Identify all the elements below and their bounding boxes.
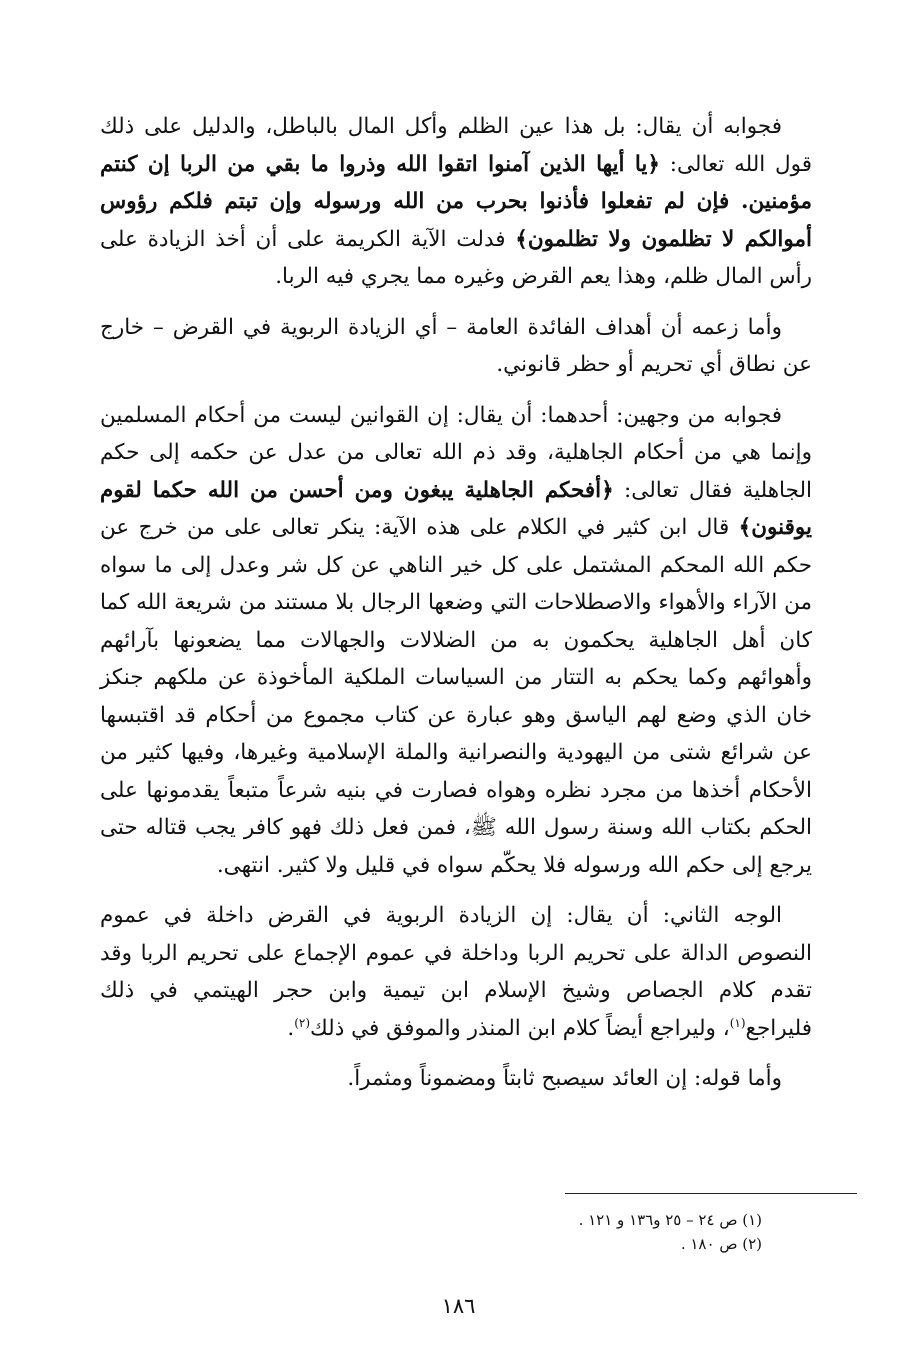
- paragraph-3-text-b: قال ابن كثير في الكلام على هذه الآية: ينكر تعالى على من خرج عن حكم الله المحكم المشتمل على كل خير الناهي عن كل شر وعدل إلى ما سواه من الآراء والأهواء والاصطلاحات التي وضعها الرجال بلا مستند من شريعة الله كما كان أهل الجاهلية يحكمون به من الضلالات والجهالات مما يضعونها بآرائهم وأهوائهم وكما يحكم به التتار من السياسات الملكية المأخوذة عن ملكهم جنكز خان الذي وضع لهم الياسق وهو عبارة عن كتاب مجموع من أحكام قد اقتبسها عن شرائع شتى من اليهودية والنصرانية والملة الإسلامية وغيرها، وفيها كثير من الأحكام أخذها من مجرد نظره وهواه فصارت في بنيه شرعاً متبعاً يقدمونها على الحكم بكتاب الله وسنة رسول الله ﷺ، فمن فعل ذلك فهو كافر يجب قتاله حتى يرجع إلى حكم الله ورسوله فلا يحكّم سواه في قليل ولا كثير. انتهى.: [100, 515, 812, 878]
- paragraph-4-text-b: ، وليراجع أيضاً كلام ابن المنذر والموفق في ذلك: [310, 1015, 730, 1041]
- paragraph-4-text-a: الوجه الثاني: أن يقال: إن الزيادة الربوية في القرض داخلة في عموم النصوص الدالة على تحريم الربا وداخلة في عموم الإجماع على تحريم الربا وقد تقدم كلام الجصاص وشيخ الإسلام ابن تيمية وابن حجر الهيتمي في ذلك فليراجع: [100, 903, 812, 1041]
- quran-verse-2: ﴿أفحكم الجاهلية يبغون ومن أحسن من الله حكما لقوم يوقنون﴾: [100, 477, 812, 540]
- footnote-ref-2: (٢): [294, 1015, 311, 1030]
- paragraph-1-text-a: فجوابه أن يقال: بل هذا عين الظلم وأكل المال بالباطل، والدليل على ذلك قول الله تعالى:: [100, 114, 812, 177]
- paragraph-5: وأما قوله: إن العائد سيصبح ثابتاً ومضموناً ومثمراً.: [347, 1066, 782, 1091]
- paragraph-2: وأما زعمه أن أهداف الفائدة العامة – أي الزيادة الربوية في القرض – خارج عن نطاق أي تحريم أو حظر قانوني.: [100, 314, 812, 377]
- quran-verse-1: ﴿يا أيها الذين آمنوا اتقوا الله وذروا ما بقي من الربا إن كنتم مؤمنين. فإن لم تفعلوا فأذنوا بحرب من الله ورسوله وإن تبتم فلكم رؤوس أموالكم لا تظلمون ولا تظلمون﴾: [100, 151, 812, 252]
- paragraph-3-text-a: فجوابه من وجهين: أحدهما: أن يقال: إن القوانين ليست من أحكام المسلمين وإنما هي من أحكام الجاهلية، وقد ذم الله تعالى من عدل عن حكمه إلى حكم الجاهلية فقال تعالى:: [100, 402, 812, 503]
- paragraph-3: [100, 397, 812, 885]
- paragraph-1: [100, 108, 812, 296]
- paragraph-1-text-b: فدلت الآية الكريمة على أن أخذ الزيادة على رأس المال ظلم، وهذا يعم القرض وغيره مما يجري فيه الربا.: [100, 226, 812, 289]
- footnotes: [100, 1208, 762, 1256]
- footnote-ref-1: (١): [729, 1015, 746, 1030]
- footnote-2: (٢) ص ١٨٠ .: [680, 1235, 762, 1253]
- page-body: [100, 108, 812, 1098]
- footnote-1: (١) ص ٢٤ – ٢٥ و١٣٦ و ١٢١ .: [578, 1211, 762, 1229]
- footnote-separator: [565, 1193, 857, 1194]
- paragraph-4: [100, 897, 812, 1047]
- paragraph-4-text-c: .: [287, 1015, 295, 1041]
- page-number: ١٨٦: [441, 1294, 476, 1318]
